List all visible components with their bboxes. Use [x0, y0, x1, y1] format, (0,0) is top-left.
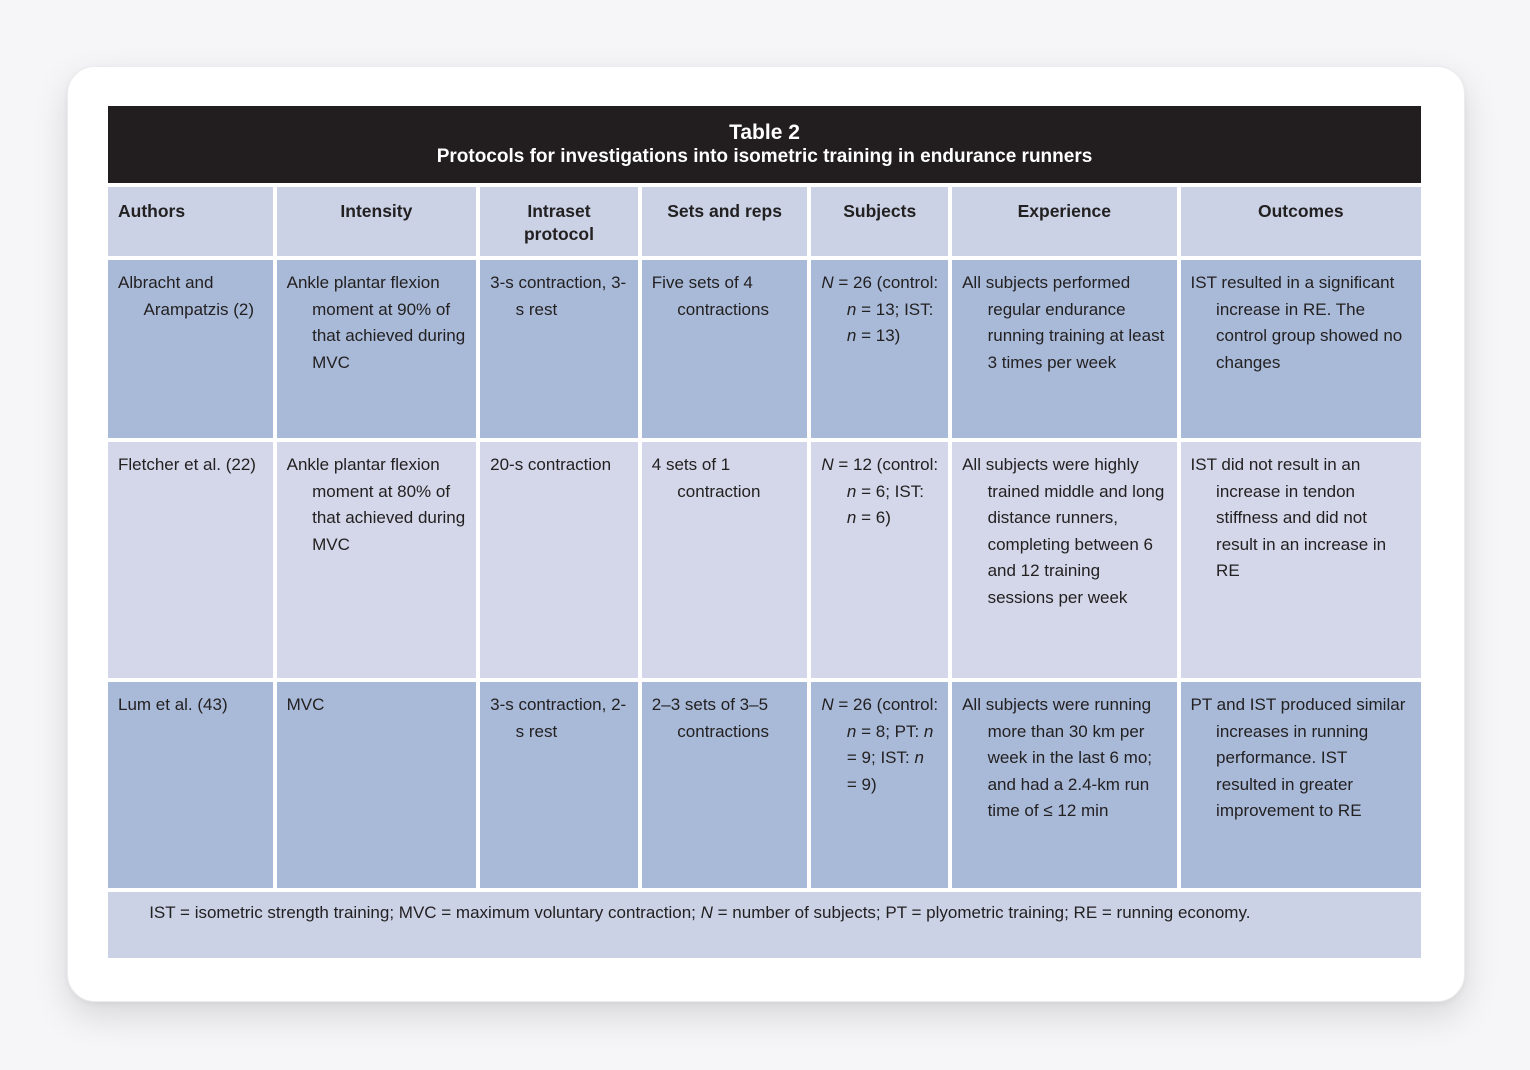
cell-outcomes-row2: IST did not result in an increase in tendon stiffness and did not result in an increase in RE — [1181, 442, 1421, 678]
col-header-outcomes: Outcomes — [1181, 187, 1421, 256]
cell-experience-row3: All subjects were running more than 30 km per week in the last 6 mo; and had a 2.4-km run time of ≤ 12 min — [952, 682, 1176, 888]
cell-sets-row3: 2–3 sets of 3–5 contractions — [642, 682, 808, 888]
table-grid — [108, 187, 1421, 888]
col-header-intensity: Intensity — [277, 187, 477, 256]
cell-outcomes-row3: PT and IST produced similar increases in running performance. IST resulted in greater improvement to RE — [1181, 682, 1421, 888]
cell-subjects-row2: N = 12 (control: n = 6; IST: n = 6) — [811, 442, 948, 678]
cell-experience-row1: All subjects performed regular endurance running training at least 3 times per week — [952, 260, 1176, 438]
col-header-experience: Experience — [952, 187, 1176, 256]
col-header-intraset-protocol: Intraset protocol — [480, 187, 638, 256]
cell-authors-row2: Fletcher et al. (22) — [108, 442, 273, 678]
cell-intensity-row2: Ankle plantar flexion moment at 80% of that achieved during MVC — [277, 442, 477, 678]
cell-intraset-row2: 20-s contraction — [480, 442, 638, 678]
table-title-bar — [108, 106, 1421, 183]
cell-subjects-row1: N = 26 (control: n = 13; IST: n = 13) — [811, 260, 948, 438]
cell-subjects-row3: N = 26 (control: n = 8; PT: n = 9; IST: n = 9) — [811, 682, 948, 888]
table-footnote — [108, 892, 1421, 958]
col-header-sets-and-reps: Sets and reps — [642, 187, 808, 256]
table-caption: Protocols for investigations into isometric training in endurance runners — [436, 146, 1093, 168]
col-header-authors: Authors — [108, 187, 273, 256]
cell-intraset-row3: 3-s contraction, 2-s rest — [480, 682, 638, 888]
table-2 — [108, 106, 1421, 958]
cell-experience-row2: All subjects were highly trained middle and long distance runners, completing between 6 and 12 training sessions per week — [952, 442, 1176, 678]
cell-intensity-row3: MVC — [277, 682, 477, 888]
cell-authors-row1: Albracht and Arampatzis (2) — [108, 260, 273, 438]
table-number: Table 2 — [729, 121, 800, 144]
footnote-text: IST = isometric strength training; MVC = maximum voluntary contraction; N = number of subjects; PT = plyometric training; RE = running economy. — [149, 903, 1251, 922]
cell-intraset-row1: 3-s contraction, 3-s rest — [480, 260, 638, 438]
cell-sets-row1: Five sets of 4 contractions — [642, 260, 808, 438]
cell-sets-row2: 4 sets of 1 contraction — [642, 442, 808, 678]
paper-card — [67, 66, 1465, 1002]
cell-authors-row3: Lum et al. (43) — [108, 682, 273, 888]
col-header-subjects: Subjects — [811, 187, 948, 256]
cell-intensity-row1: Ankle plantar flexion moment at 90% of that achieved during MVC — [277, 260, 477, 438]
cell-outcomes-row1: IST resulted in a significant increase in RE. The control group showed no changes — [1181, 260, 1421, 438]
